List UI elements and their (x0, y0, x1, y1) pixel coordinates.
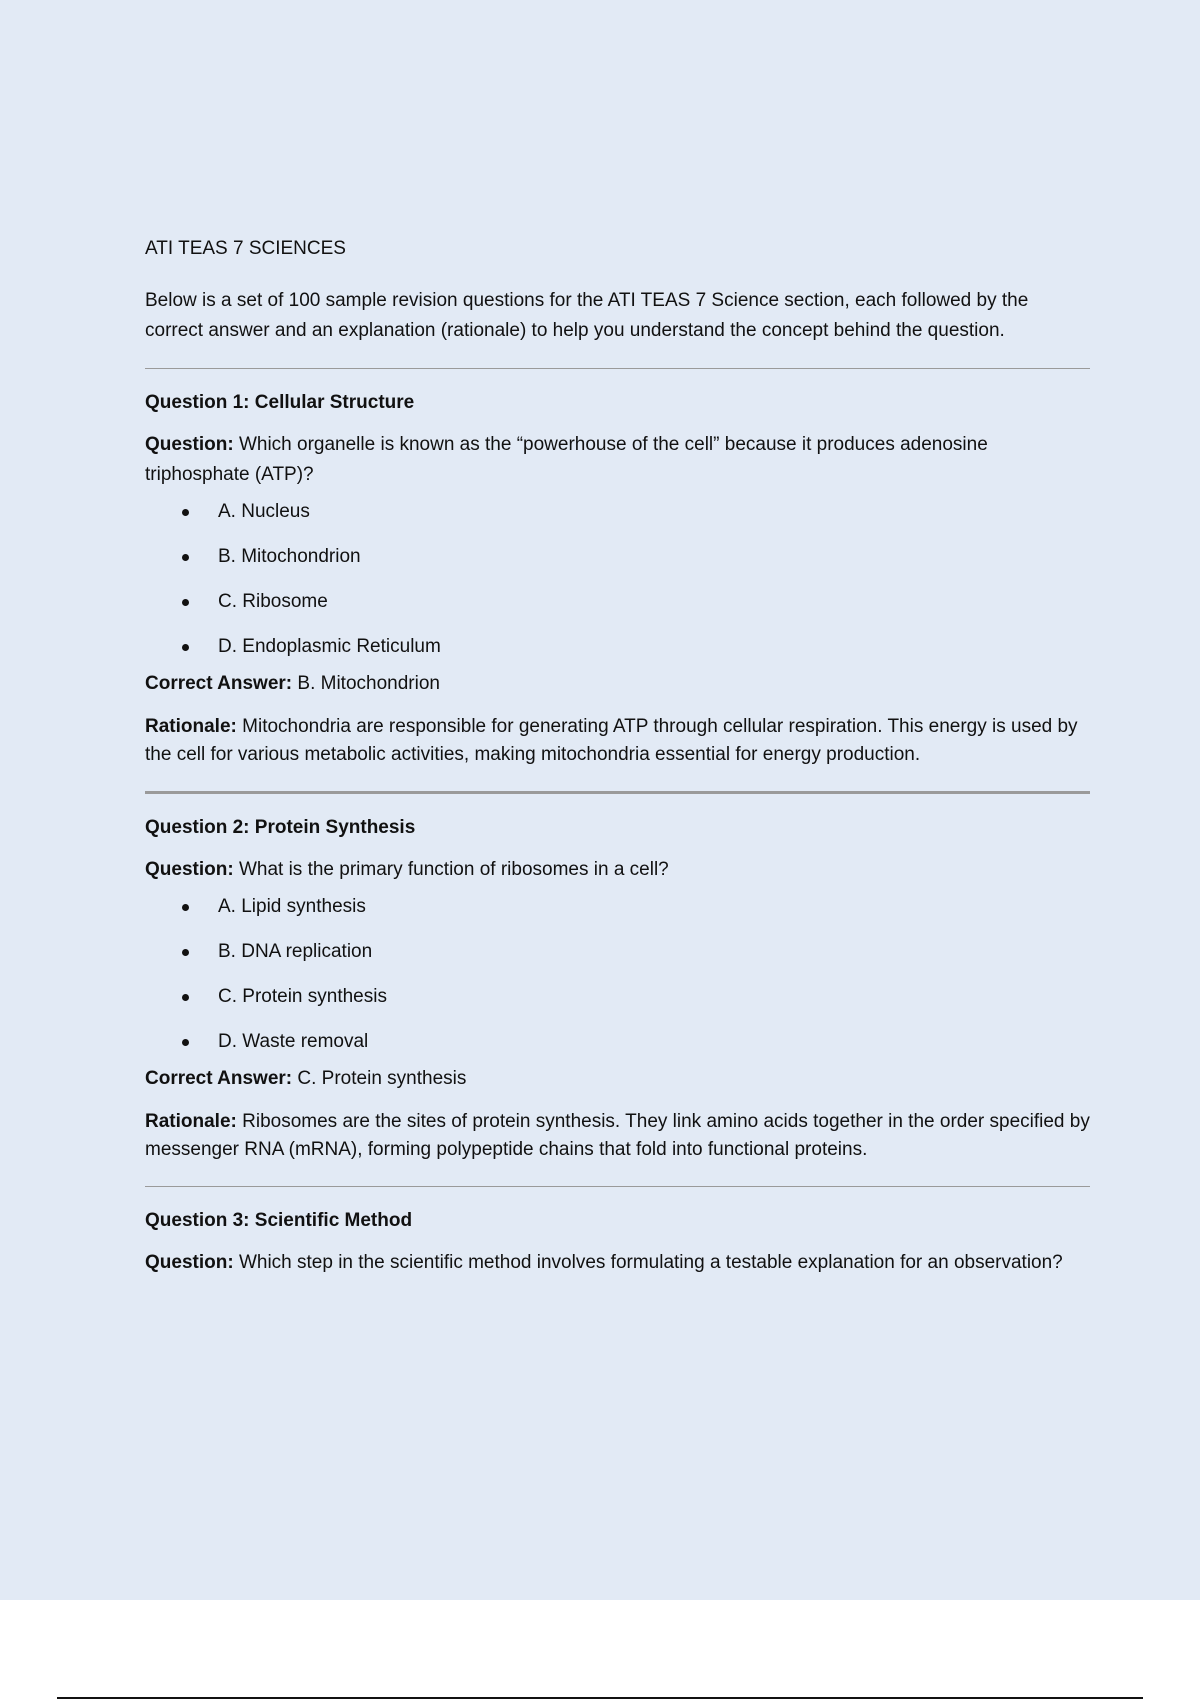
answer-option (145, 937, 1090, 967)
answer-option (145, 1027, 1090, 1057)
correct-answer-label: Correct Answer: (145, 673, 293, 694)
option-label: D. Waste removal (218, 1031, 369, 1052)
document-intro: Below is a set of 100 sample revision questions for the ATI TEAS 7 Science section, each followed by the correct answer and an explanation (rationale) to help you understand the concept behind the question. (145, 290, 1029, 341)
option-label: C. Protein synthesis (218, 986, 387, 1007)
question-1 (145, 369, 1090, 791)
question-text (145, 430, 1090, 490)
option-label: A. Lipid synthesis (218, 896, 366, 917)
question-label: Question: (145, 1252, 234, 1273)
question-body: Which step in the scientific method involves formulating a testable explanation for an observation? (238, 1252, 1063, 1273)
answer-option (145, 632, 1090, 662)
bullet-icon (182, 949, 189, 956)
question-body: What is the primary function of ribosomes in a cell? (238, 859, 669, 880)
option-label: B. Mitochondrion (218, 546, 361, 567)
option-label: D. Endoplasmic Reticulum (218, 636, 441, 657)
question-heading: Question 1: Cellular Structure (145, 392, 415, 413)
bullet-icon (182, 1039, 189, 1046)
question-text (145, 1248, 1090, 1278)
rationale-label: Rationale: (145, 1111, 237, 1132)
bullet-icon (182, 644, 189, 651)
correct-answer-value: C. Protein synthesis (297, 1068, 467, 1089)
question-heading: Question 3: Scientific Method (145, 1210, 413, 1231)
answer-options (145, 497, 1090, 662)
document-title: ATI TEAS 7 SCIENCES (145, 238, 346, 259)
option-label: A. Nucleus (218, 501, 310, 522)
correct-answer-value: B. Mitochondrion (297, 673, 440, 694)
page-footer-rule (57, 1697, 1143, 1699)
rationale (145, 713, 1090, 769)
question-2 (145, 794, 1090, 1186)
answer-options (145, 892, 1090, 1057)
question-3 (145, 1187, 1090, 1307)
question-label: Question: (145, 434, 234, 455)
answer-option (145, 497, 1090, 527)
option-label: C. Ribosome (218, 591, 328, 612)
bullet-icon (182, 599, 189, 606)
correct-answer-label: Correct Answer: (145, 1068, 293, 1089)
answer-option (145, 587, 1090, 617)
question-label: Question: (145, 859, 234, 880)
question-heading: Question 2: Protein Synthesis (145, 817, 416, 838)
bullet-icon (182, 994, 189, 1001)
option-label: B. DNA replication (218, 941, 373, 962)
bullet-icon (182, 509, 189, 516)
rationale (145, 1108, 1090, 1164)
correct-answer (145, 1064, 1090, 1094)
answer-option (145, 892, 1090, 922)
answer-option (145, 982, 1090, 1012)
answer-option (145, 542, 1090, 572)
question-text (145, 855, 1090, 885)
correct-answer (145, 669, 1090, 699)
bullet-icon (182, 904, 189, 911)
rationale-text: Mitochondria are responsible for generating ATP through cellular respiration. This energy is used by the cell for various metabolic activities, making mitochondria essential for energy production. (145, 716, 1078, 765)
document-content (145, 232, 1090, 1307)
rationale-label: Rationale: (145, 716, 237, 737)
question-body: Which organelle is known as the “powerhouse of the cell” because it produces adenosine triphosphate (ATP)? (145, 434, 988, 485)
rationale-text: Ribosomes are the sites of protein synthesis. They link amino acids together in the order specified by messenger RNA (mRNA), forming polypeptide chains that fold into functional proteins. (145, 1111, 1090, 1160)
bullet-icon (182, 554, 189, 561)
